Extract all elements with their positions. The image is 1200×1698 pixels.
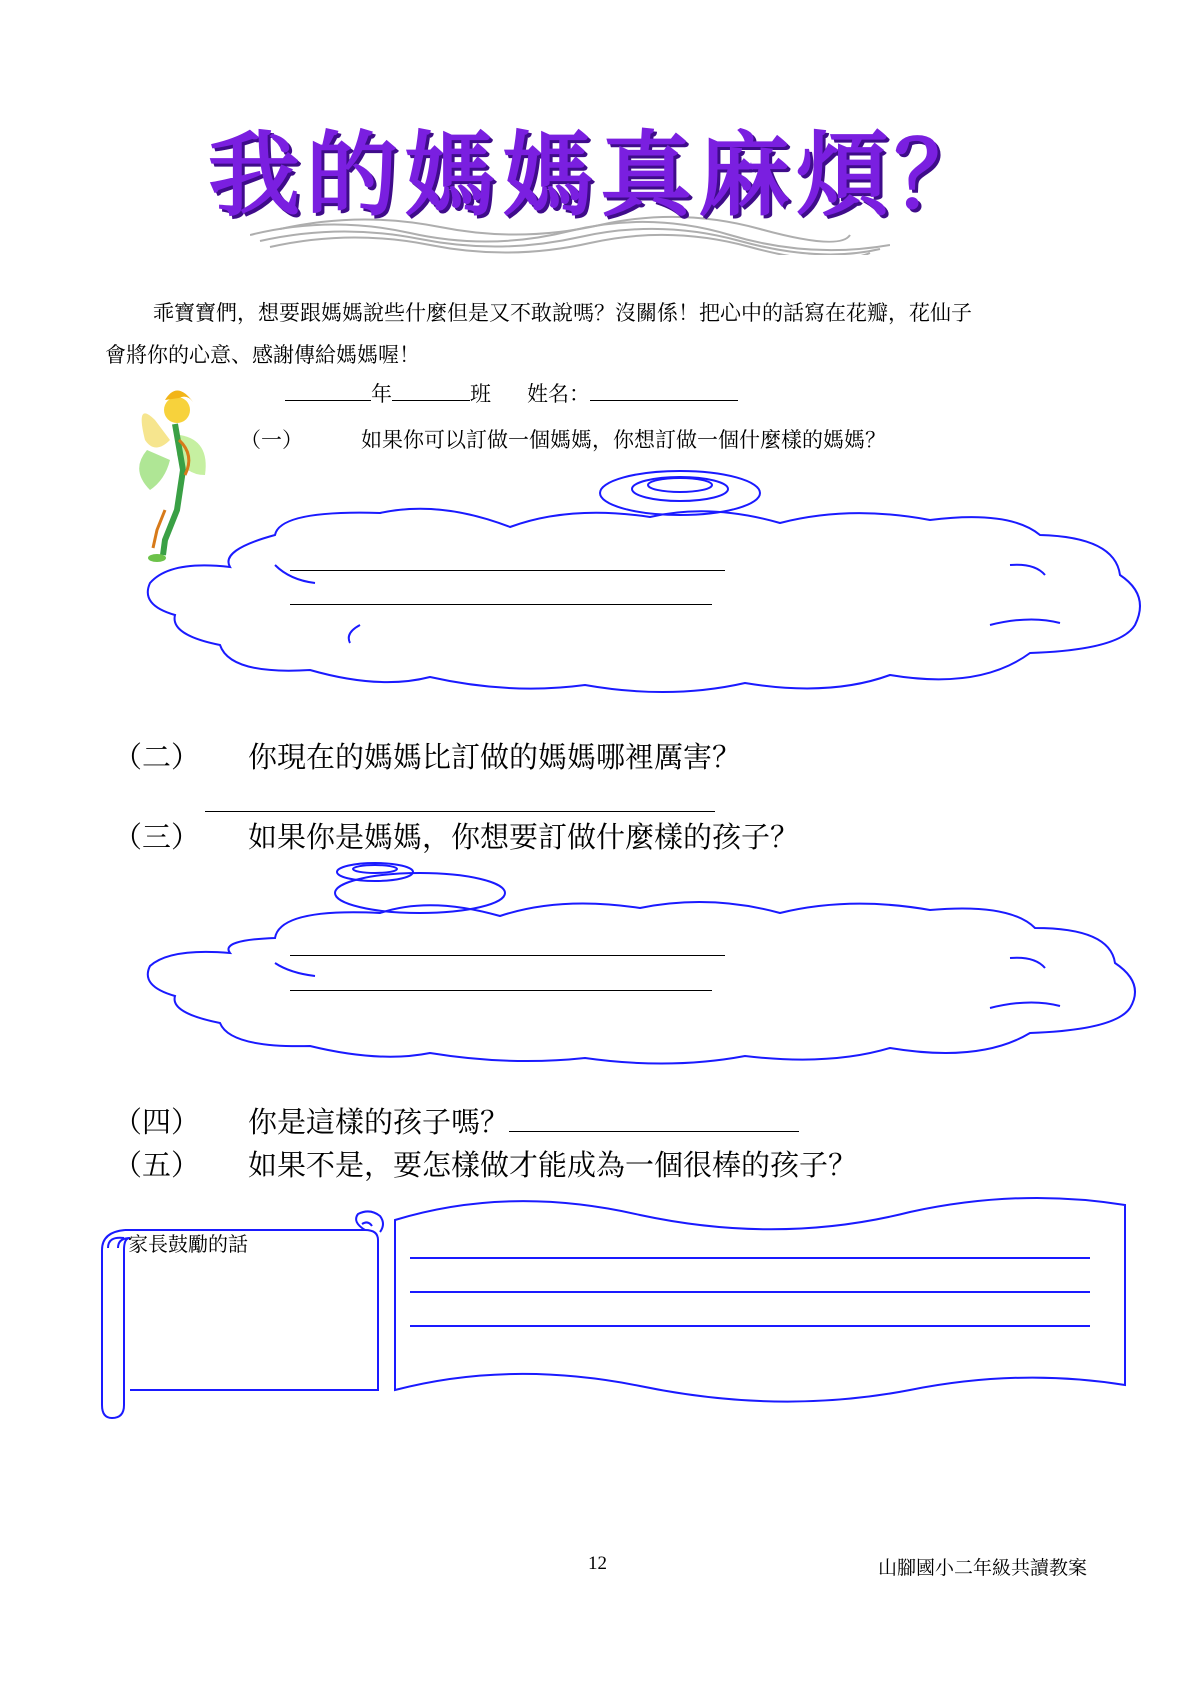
question-2	[113, 735, 741, 776]
question-1-number: （一）	[240, 428, 303, 452]
parent-answer-line-2[interactable]	[410, 1291, 1090, 1293]
student-info	[285, 378, 805, 408]
class-label: 班	[470, 382, 491, 406]
question-2-answer-line[interactable]	[205, 811, 715, 812]
question-1-text: 如果你可以訂做一個媽媽，你想訂做一個什麼樣的媽媽？	[361, 428, 886, 452]
parent-answer-line-3[interactable]	[410, 1325, 1090, 1327]
page-number: 12	[588, 1553, 607, 1574]
intro-line-1: 乖寶寶們，想要跟媽媽說些什麼但是又不敢說嗎？沒關係！把心中的話寫在花瓣，花仙子	[153, 301, 972, 325]
intro-line-2: 會將你的心意、感謝傳給媽媽喔！	[105, 343, 420, 367]
question-5-number: （五）	[113, 1148, 201, 1182]
question-5	[113, 1143, 857, 1184]
name-label: 姓名：	[527, 382, 590, 406]
question-2-number: （二）	[113, 740, 201, 774]
question-3-number: （三）	[113, 820, 201, 854]
cloud-1-answer-line-1[interactable]	[290, 570, 725, 571]
question-4-number: （四）	[113, 1105, 201, 1139]
question-2-text: 你現在的媽媽比訂做的媽媽哪裡厲害？	[248, 740, 742, 774]
question-3	[113, 815, 799, 856]
parent-section-label: 家長鼓勵的話	[128, 1232, 248, 1256]
year-blank[interactable]	[285, 400, 371, 401]
question-3-text: 如果你是媽媽，你想要訂做什麼樣的孩子？	[248, 820, 800, 854]
page-title: 我的媽媽真麻煩？	[207, 122, 992, 229]
parent-answer-line-1[interactable]	[410, 1257, 1090, 1259]
name-blank[interactable]	[590, 400, 738, 401]
year-label: 年	[371, 382, 392, 406]
question-5-text: 如果不是，要怎樣做才能成為一個很棒的孩子？	[248, 1148, 858, 1182]
question-1	[240, 424, 886, 454]
cloud-answer-box-2	[130, 858, 1160, 1068]
question-4-answer-blank[interactable]	[509, 1131, 799, 1132]
cloud-answer-box-1	[130, 465, 1160, 705]
cloud-1-answer-line-2[interactable]	[290, 604, 712, 605]
parent-message-flag-box	[390, 1190, 1130, 1410]
footer-school-note: 山腳國小二年級共讀教案	[878, 1558, 1088, 1579]
class-blank[interactable]	[392, 400, 470, 401]
question-4-text: 你是這樣的孩子嗎？	[248, 1105, 510, 1139]
cloud-2-answer-line-2[interactable]	[290, 990, 712, 991]
question-4	[113, 1100, 799, 1141]
cloud-2-answer-line-1[interactable]	[290, 955, 725, 956]
intro-text	[105, 292, 1105, 376]
